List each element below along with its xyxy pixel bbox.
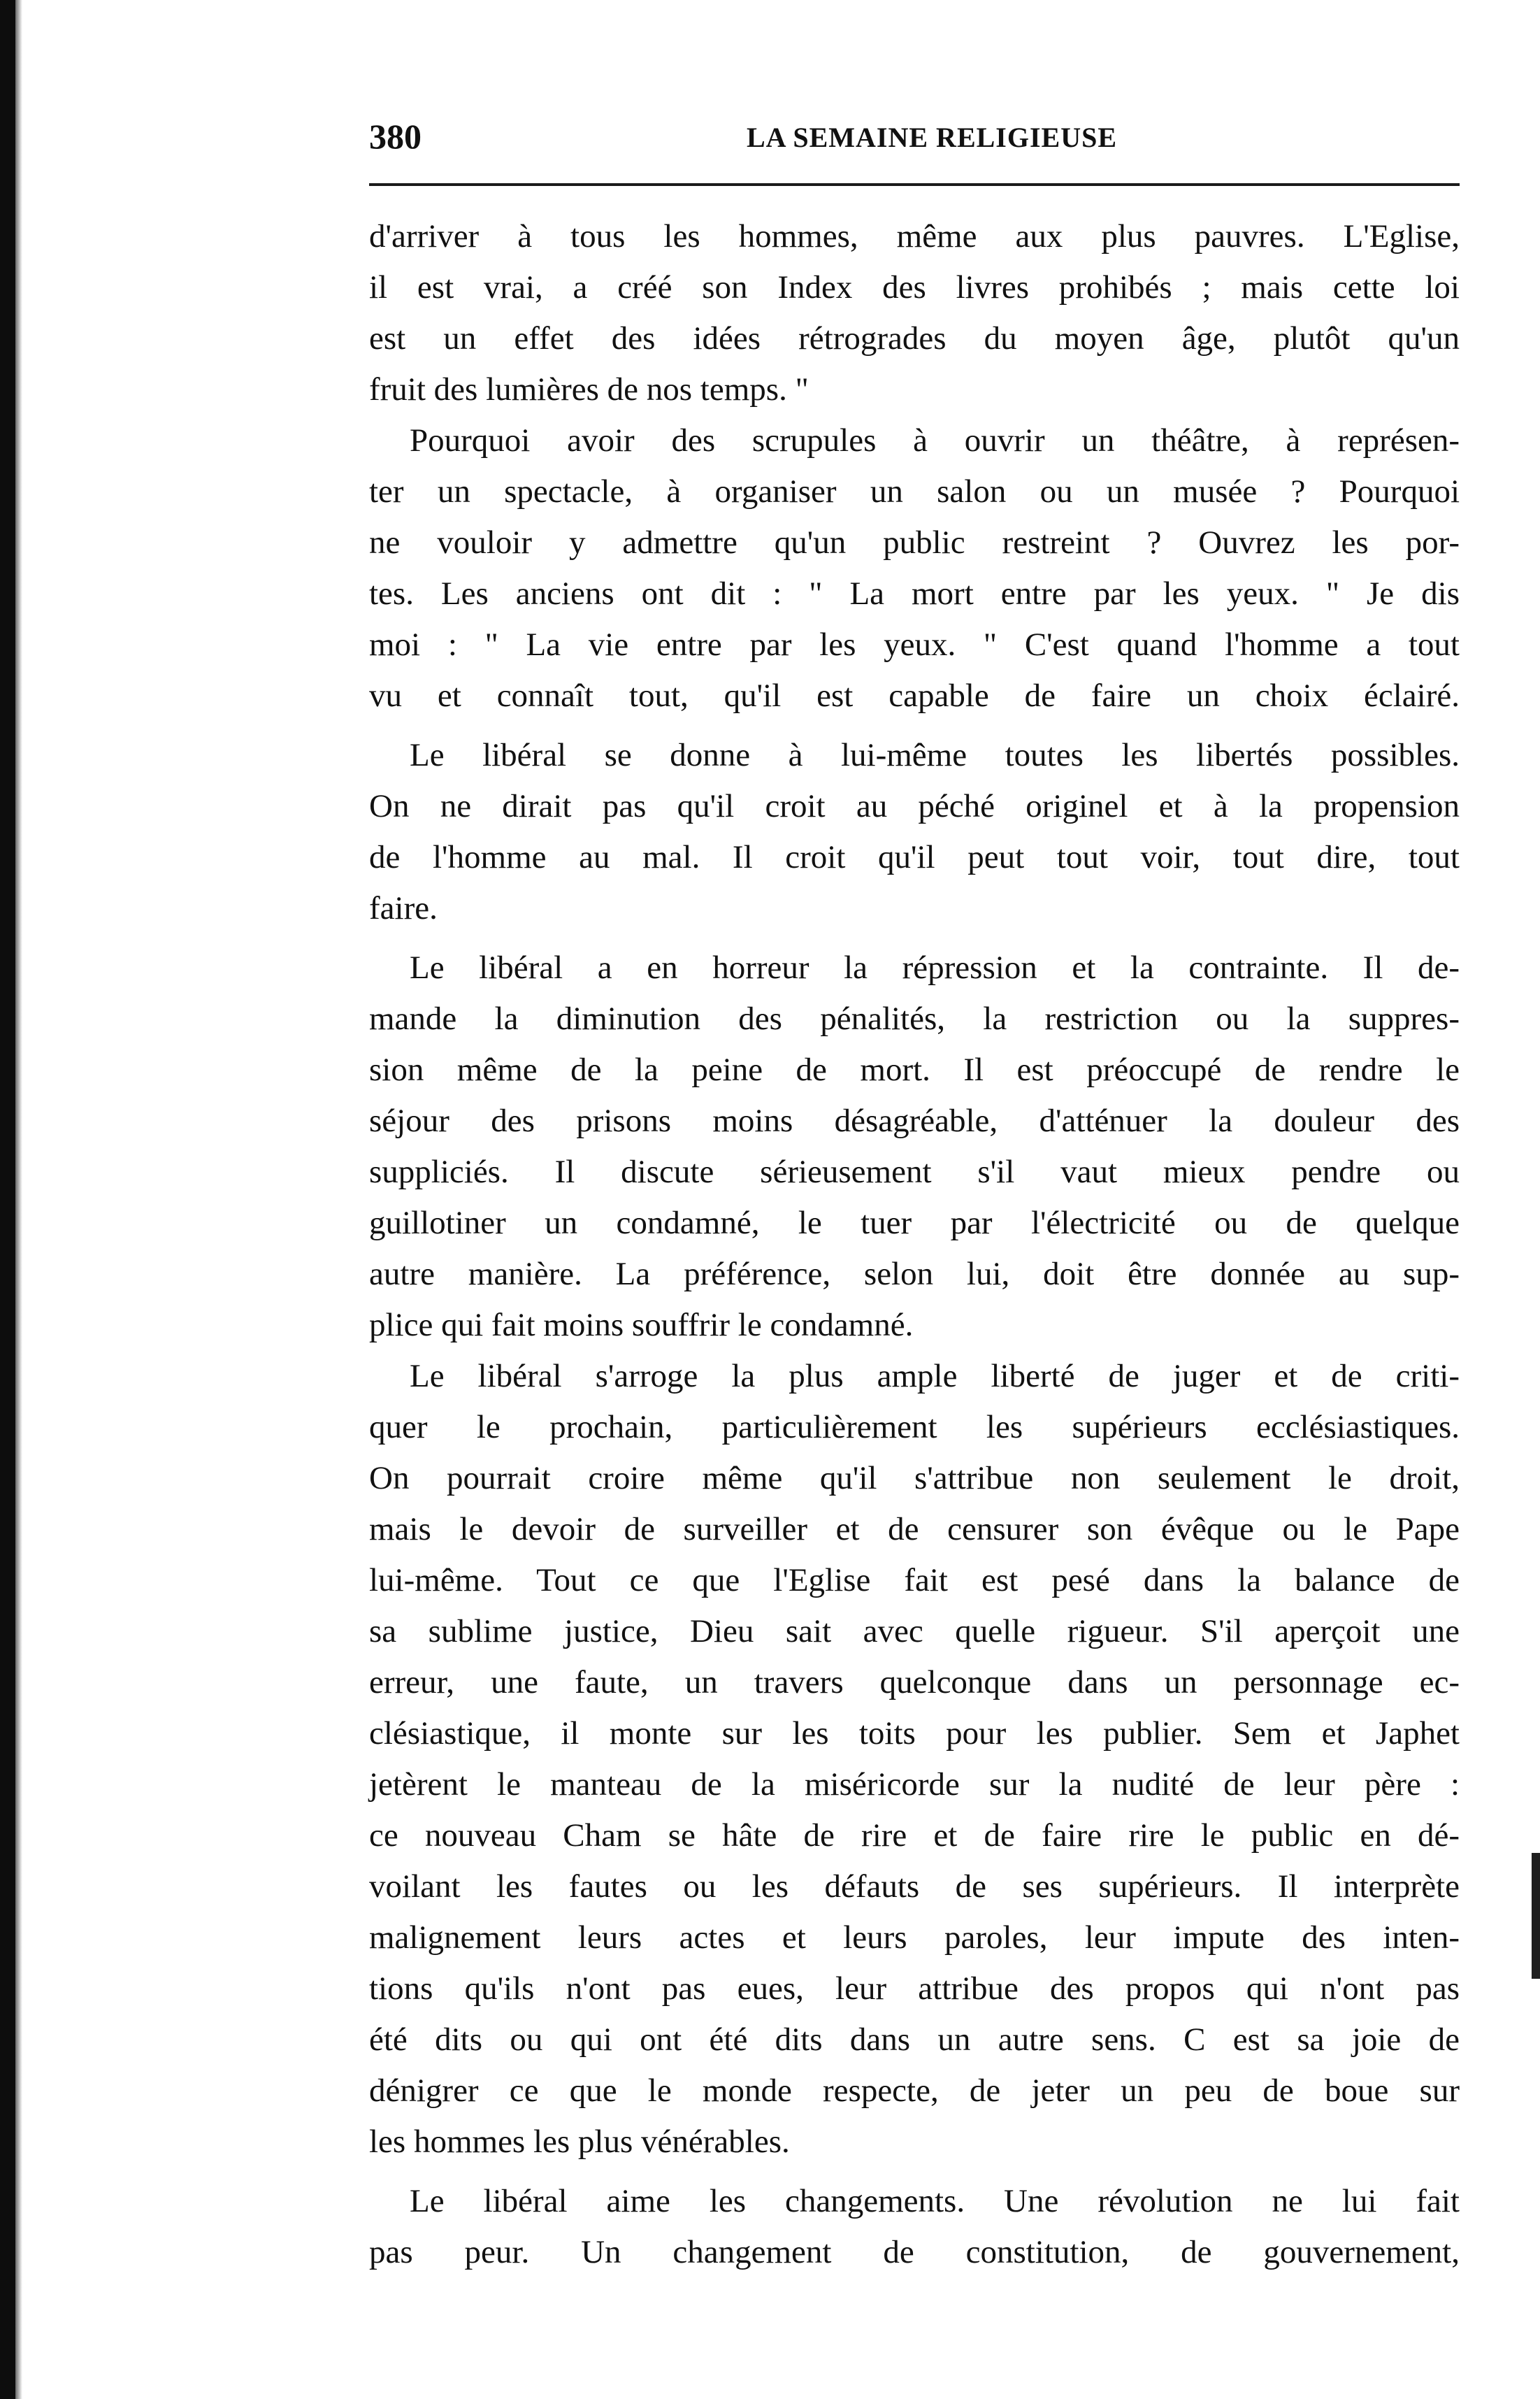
text-line: On ne dirait pas qu'il croit au péché originel et à la propension xyxy=(369,788,1460,824)
page-number: 380 xyxy=(369,117,422,156)
text-line: lui-même. Tout ce que l'Eglise fait est pesé dans la balance de xyxy=(369,1562,1460,1598)
paragraph-start-line: Pourquoi avoir des scrupules à ouvrir un théâtre, à représen- xyxy=(410,422,1460,459)
text-line: faire. xyxy=(369,890,438,926)
text-line: vu et connaît tout, qu'il est capable de faire un choix éclairé. xyxy=(369,678,1460,714)
text-line: ne vouloir y admettre qu'un public restreint ? Ouvrez les por- xyxy=(369,524,1460,561)
text-line: moi : " La vie entre par les yeux. " C'est quand l'homme a tout xyxy=(369,626,1460,663)
text-line: il est vrai, a créé son Index des livres prohibés ; mais cette loi xyxy=(369,269,1460,306)
text-line: pas peur. Un changement de constitution, de gouvernement, xyxy=(369,2234,1460,2270)
header-rule xyxy=(369,183,1460,186)
binding-edge xyxy=(0,0,15,2399)
text-line: dénigrer ce que le monde respecte, de jeter un peu de boue sur xyxy=(369,2072,1460,2109)
text-line: autre manière. La préférence, selon lui, doit être donnée au sup- xyxy=(369,1256,1460,1292)
text-line: jetèrent le manteau de la miséricorde sur la nudité de leur père : xyxy=(369,1766,1460,1803)
text-line: mande la diminution des pénalités, la restriction ou la suppres- xyxy=(369,1001,1460,1037)
text-line: voilant les fautes ou les défauts de ses supérieurs. Il interprète xyxy=(369,1868,1460,1905)
text-line: fruit des lumières de nos temps. " xyxy=(369,371,809,408)
text-line: tes. Les anciens ont dit : " La mort entre par les yeux. " Je dis xyxy=(369,575,1460,612)
text-line: guillotiner un condamné, le tuer par l'électricité ou de quelque xyxy=(369,1205,1460,1241)
paragraph-start-line: Le libéral aime les changements. Une révolution ne lui fait xyxy=(410,2183,1460,2219)
text-line: plice qui fait moins souffrir le condamné. xyxy=(369,1307,914,1343)
text-line: de l'homme au mal. Il croit qu'il peut tout voir, tout dire, tout xyxy=(369,839,1460,875)
text-line: ter un spectacle, à organiser un salon ou un musée ? Pourquoi xyxy=(369,473,1460,510)
text-line: d'arriver à tous les hommes, même aux plus pauvres. L'Eglise, xyxy=(369,218,1460,255)
text-line: malignement leurs actes et leurs paroles, leur impute des inten- xyxy=(369,1919,1460,1956)
text-line: quer le prochain, particulièrement les supérieurs ecclésiastiques. xyxy=(369,1409,1460,1445)
text-line: clésiastique, il monte sur les toits pour les publier. Sem et Japhet xyxy=(369,1715,1460,1752)
text-line: On pourrait croire même qu'il s'attribue non seulement le droit, xyxy=(369,1460,1460,1496)
text-line: tions qu'ils n'ont pas eues, leur attribue des propos qui n'ont pas xyxy=(369,1970,1460,2007)
page-edge-mark xyxy=(1532,1853,1540,1979)
text-line: sa sublime justice, Dieu sait avec quelle rigueur. S'il aperçoit une xyxy=(369,1613,1460,1649)
text-line: est un effet des idées rétrogrades du moyen âge, plutôt qu'un xyxy=(369,320,1460,357)
running-title: LA SEMAINE RELIGIEUSE xyxy=(747,122,1118,153)
paragraph-start-line: Le libéral s'arroge la plus ample liberté de juger et de criti- xyxy=(410,1358,1460,1394)
text-line: séjour des prisons moins désagréable, d'atténuer la douleur des xyxy=(369,1103,1460,1139)
binding-shadow xyxy=(15,0,22,2399)
text-line: été dits ou qui ont été dits dans un autre sens. C est sa joie de xyxy=(369,2021,1460,2058)
text-line: ce nouveau Cham se hâte de rire et de faire rire le public en dé- xyxy=(369,1817,1460,1854)
page-body xyxy=(369,211,1460,2278)
paragraph-start-line: Le libéral a en horreur la répression et la contrainte. Il de- xyxy=(410,950,1460,986)
text-line: mais le devoir de surveiller et de censurer son évêque ou le Pape xyxy=(369,1511,1460,1547)
page-header xyxy=(369,112,1460,168)
text-line: suppliciés. Il discute sérieusement s'il vaut mieux pendre ou xyxy=(369,1154,1460,1190)
text-line: erreur, une faute, un travers quelconque dans un personnage ec- xyxy=(369,1664,1460,1700)
text-line: les hommes les plus vénérables. xyxy=(369,2124,790,2160)
paragraph-start-line: Le libéral se donne à lui-même toutes les libertés possibles. xyxy=(410,737,1460,773)
text-line: sion même de la peine de mort. Il est préoccupé de rendre le xyxy=(369,1052,1460,1088)
